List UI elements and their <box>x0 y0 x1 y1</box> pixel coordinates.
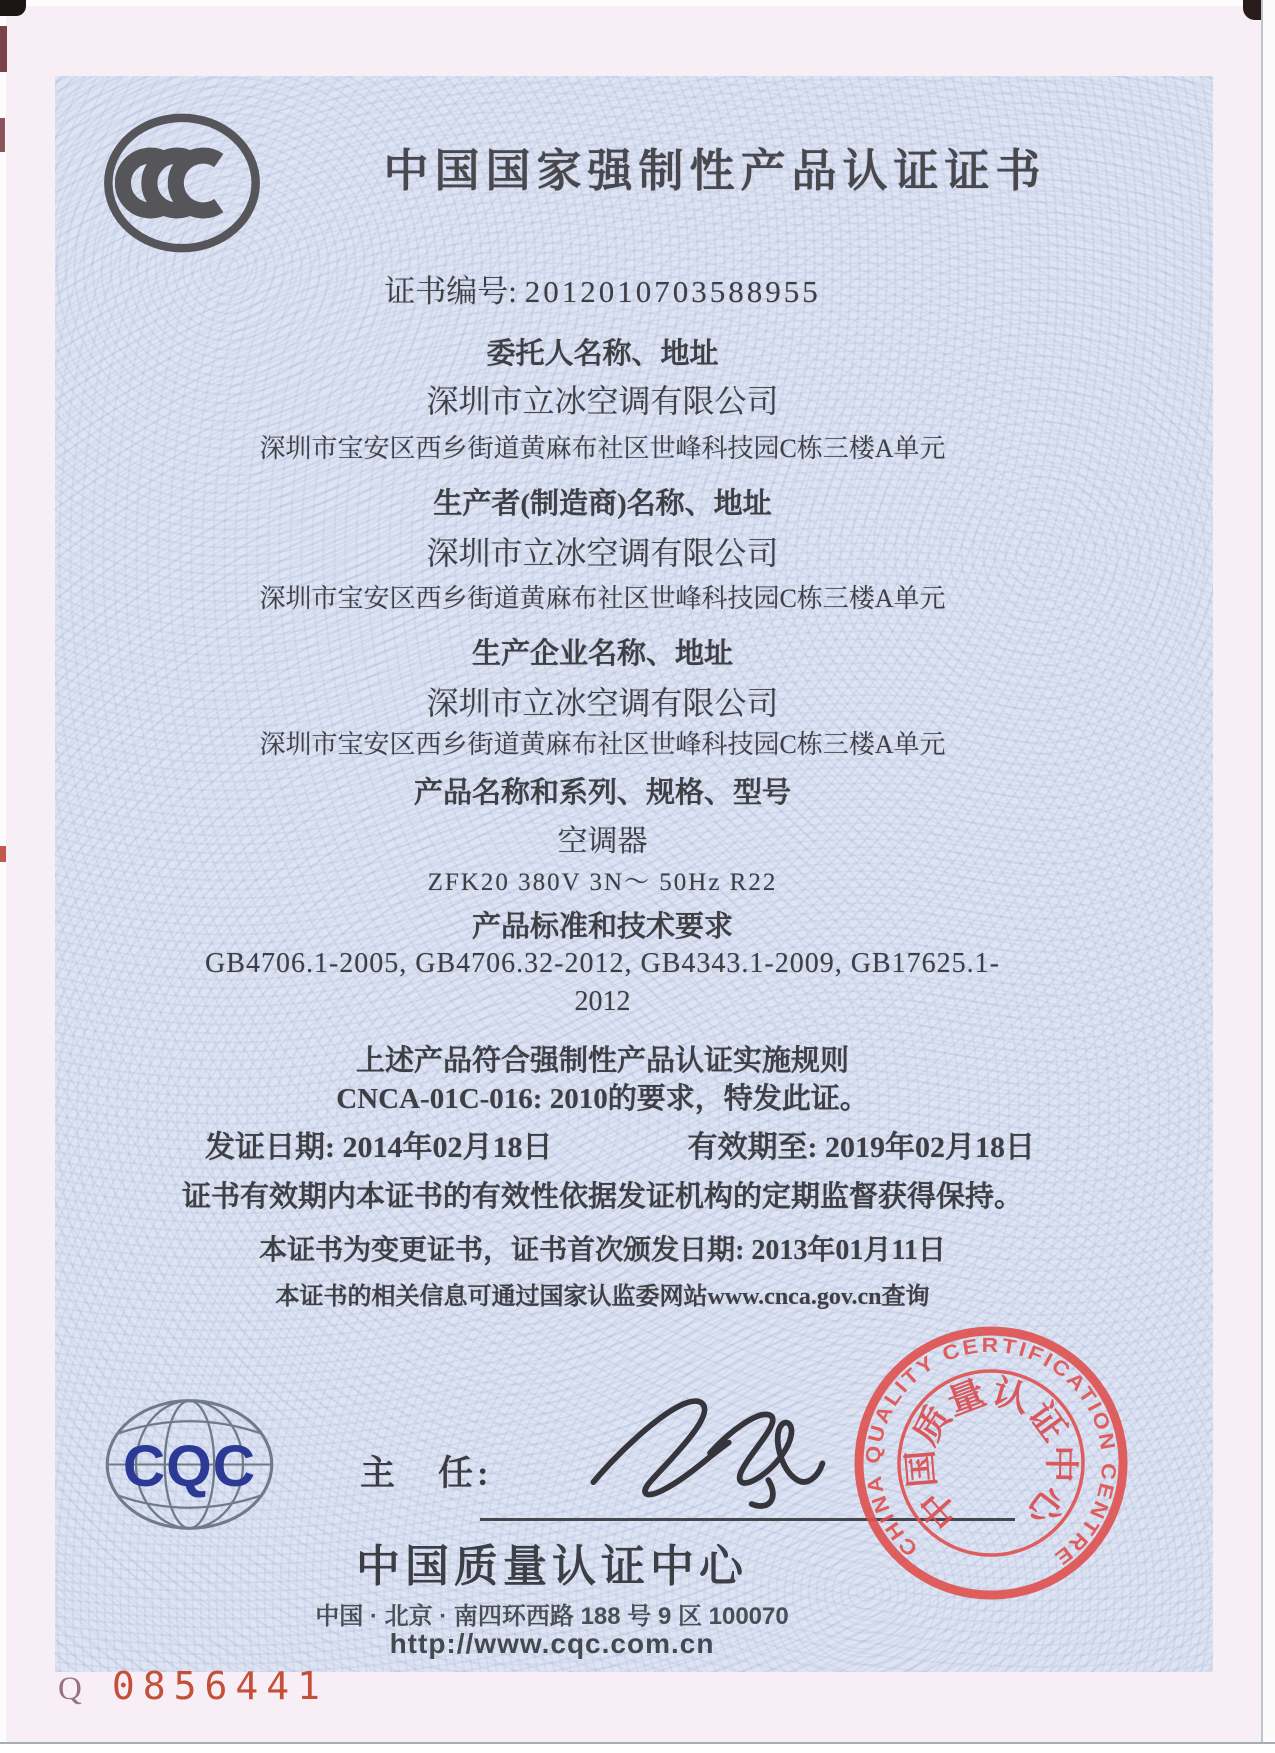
cert-number-value: 2012010703588955 <box>524 274 821 309</box>
issue-date-value: 2014年02月18日 <box>342 1131 553 1164</box>
issuer-address: 中国 · 北京 · 南四环西路 188 号 9 区 100070 <box>315 1603 789 1630</box>
expiry-date <box>688 1122 1036 1166</box>
product-model: ZFK20 380V 3N～ 50Hz R22 <box>427 869 778 896</box>
scan-bottom-margin <box>0 1744 1275 1753</box>
producer-name: 深圳市立冰空调有限公司 <box>426 535 779 571</box>
dates-row <box>55 1122 1150 1166</box>
cqc-logo-text: CQC <box>122 1434 257 1500</box>
factory-name: 深圳市立冰空调有限公司 <box>426 685 779 721</box>
scan-artifact <box>0 118 5 152</box>
director-signature <box>585 1378 835 1528</box>
field-heading-factory: 生产企业名称、地址 <box>471 638 733 670</box>
issue-date <box>205 1122 553 1166</box>
scan-artifact <box>0 0 26 16</box>
field-heading-producer: 生产者(制造商)名称、地址 <box>433 488 772 520</box>
standards-line-2: 2012 <box>574 986 631 1017</box>
cqc-stamp <box>846 1318 1136 1608</box>
field-heading-product: 产品名称和系列、规格、型号 <box>413 777 791 809</box>
issue-date-label: 发证日期: <box>205 1131 335 1164</box>
applicant-name: 深圳市立冰空调有限公司 <box>426 383 779 419</box>
product-name: 空调器 <box>557 825 648 858</box>
validity-note: 证书有效期内本证书的有效性依据发证机构的定期监督获得保持。 <box>181 1181 1023 1213</box>
certificate-title: 中国国家强制性产品认证证书 <box>383 146 1047 196</box>
stamp-ring-text: CHINA QUALITY CERTIFICATION CENTRE <box>861 1333 1121 1570</box>
scan-artifact <box>0 846 6 862</box>
serial-number <box>58 1664 328 1708</box>
stamp-inner-text: 中国质量认证中心 <box>900 1372 1081 1537</box>
issuer-website: http://www.cqc.com.cn <box>389 1628 715 1659</box>
compliance-line-1: 上述产品符合强制性产品认证实施规则 <box>355 1045 849 1077</box>
applicant-address: 深圳市宝安区西乡街道黄麻布社区世峰科技园C栋三楼A单元 <box>259 434 946 463</box>
cert-number-line <box>55 266 1150 311</box>
field-heading-standards: 产品标准和技术要求 <box>471 911 733 943</box>
change-note: 本证书为变更证书，证书首次颁发日期: 2013年01月11日 <box>259 1235 946 1266</box>
standards-line-1: GB4706.1-2005, GB4706.32-2012, GB4343.1-2009, GB17625.1- <box>205 948 1000 979</box>
scan-edge-margin <box>1263 0 1275 1753</box>
cert-number-label: 证书编号: <box>384 274 517 309</box>
ccc-logo-icon <box>97 108 267 258</box>
svg-text:中国质量认证中心 <box>890 1360 1094 1555</box>
serial-digits: 0856441 <box>111 1664 328 1708</box>
expiry-date-label: 有效期至: <box>687 1131 818 1164</box>
director-label: 主 任: <box>360 1454 493 1493</box>
producer-address: 深圳市宝安区西乡街道黄麻布社区世峰科技园C栋三楼A单元 <box>259 584 946 613</box>
compliance-line-2: CNCA-01C-016: 2010的要求，特发此证。 <box>336 1083 869 1115</box>
factory-address: 深圳市宝安区西乡街道黄麻布社区世峰科技园C栋三楼A单元 <box>259 730 946 759</box>
expiry-date-value: 2019年02月18日 <box>825 1131 1035 1164</box>
info-note: 本证书的相关信息可通过国家认监委网站www.cnca.gov.cn查询 <box>275 1284 930 1310</box>
cqc-logo-icon <box>100 1392 280 1537</box>
scan-artifact <box>0 26 7 72</box>
serial-prefix: Q <box>58 1671 82 1707</box>
field-heading-applicant: 委托人名称、地址 <box>486 338 719 370</box>
issuer-name: 中国质量认证中心 <box>356 1542 748 1591</box>
